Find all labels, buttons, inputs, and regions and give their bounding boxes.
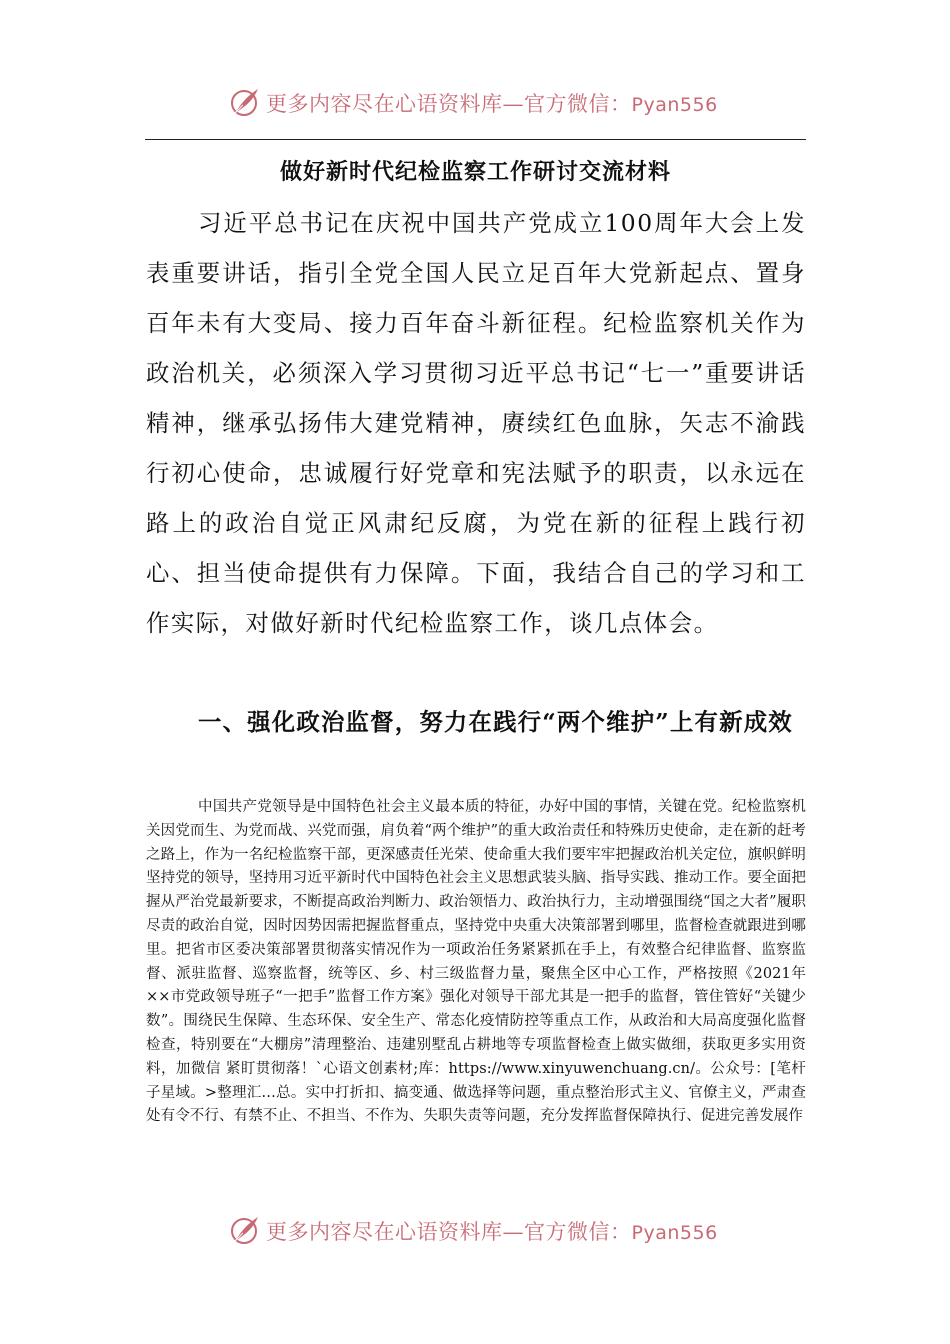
banner-text [266, 1216, 718, 1246]
feather-pen-logo-icon [229, 86, 261, 118]
document-title: 做好新时代纪检监察工作研讨交流材料 [279, 159, 671, 185]
banner-text [266, 88, 718, 118]
banner-slogan: 更多内容尽在心语资料库—官方微信： [266, 92, 632, 116]
banner-wechat-id: Pyan556 [631, 94, 718, 116]
section-heading-1: 一、强化政治监督，努力在践行“两个维护”上有新成效 [198, 708, 793, 736]
footer-banner [0, 1210, 950, 1250]
section-1-body: 中国共产党领导是中国特色社会主义最本质的特征，办好中国的事情，关键在党。纪检监察机关因党而生、为党而战、兴党而强，肩负着“两个维护”的重大政治责任和特殊历史使命，走在新的赶考之路上，作为一名纪检监察干部，更深感责任光荣、使命重大我们要牢牢把握政治机关定位，旗帜鲜明坚持党的领导，坚持用习近平新时代中国特色社会主义思想武装头脑、指导实践、推动工作。要全面把握从严治党最新要求，不断提高政治判断力、政治领悟力、政治执行力，主动增强围绕“国之大者”履职尽责的政治自觉，因时因势因需把握监督重点，坚持党中央重大决策部署到哪里，监督检查就跟进到哪里。把省市区委决策部署贯彻落实情况作为一项政治任务紧紧抓在手上，有效整合纪律监督、监察监督、派驻监督、巡察监督，统等区、乡、村三级监督力量，聚焦全区中心工作，严格按照《2021年××市党政领导班子“一把手”监督工作方案》强化对领导干部尤其是一把手的监督，管住管好“关键少数”。围绕民生保障、生态环保、安全生产、常态化疫情防控等重点工作，从政治和大局高度强化监督检查，特别要在“大棚房”清理整治、违建别墅乱占耕地等专项监督检查上做实做细，获取更多实用资料，加微信 紧盯贯彻落！`心语文创素材;库：https://www.xinyuwenchuang.cn/。公众号：[笔杆子星域。>整理汇…总。实中打折扣、搞变通、做选择等问题，重点整治形式主义、官僚主义，严肃查处有令不行、有禁不止、不担当、不作为、失职失责等问题，充分发挥监督保障执行、促进完善发展作 [146, 799, 806, 1125]
feather-pen-logo-icon [229, 1214, 261, 1246]
header-divider [145, 139, 806, 140]
intro-paragraph: 习近平总书记在庆祝中国共产党成立100周年大会上发表重要讲话，指引全党全国人民立足百年大党新起点、置身百年未有大变局、接力百年奋斗新征程。纪检监察机关作为政治机关，必须深入学习贯彻习近平总书记“七一”重要讲话精神，继承弘扬伟大建党精神，赓续红色血脉，矢志不渝践行初心使命，忠诚履行好党章和宪法赋予的职责，以永远在路上的政治自觉正风肃纪反腐，为党在新的征程上践行初心、担当使命提供有力保障。下面，我结合自己的学习和工作实际，对做好新时代纪检监察工作，谈几点体会。 [146, 209, 806, 637]
banner-slogan: 更多内容尽在心语资料库—官方微信： [266, 1220, 632, 1244]
banner-wechat-id: Pyan556 [631, 1222, 718, 1244]
header-banner [0, 82, 950, 122]
